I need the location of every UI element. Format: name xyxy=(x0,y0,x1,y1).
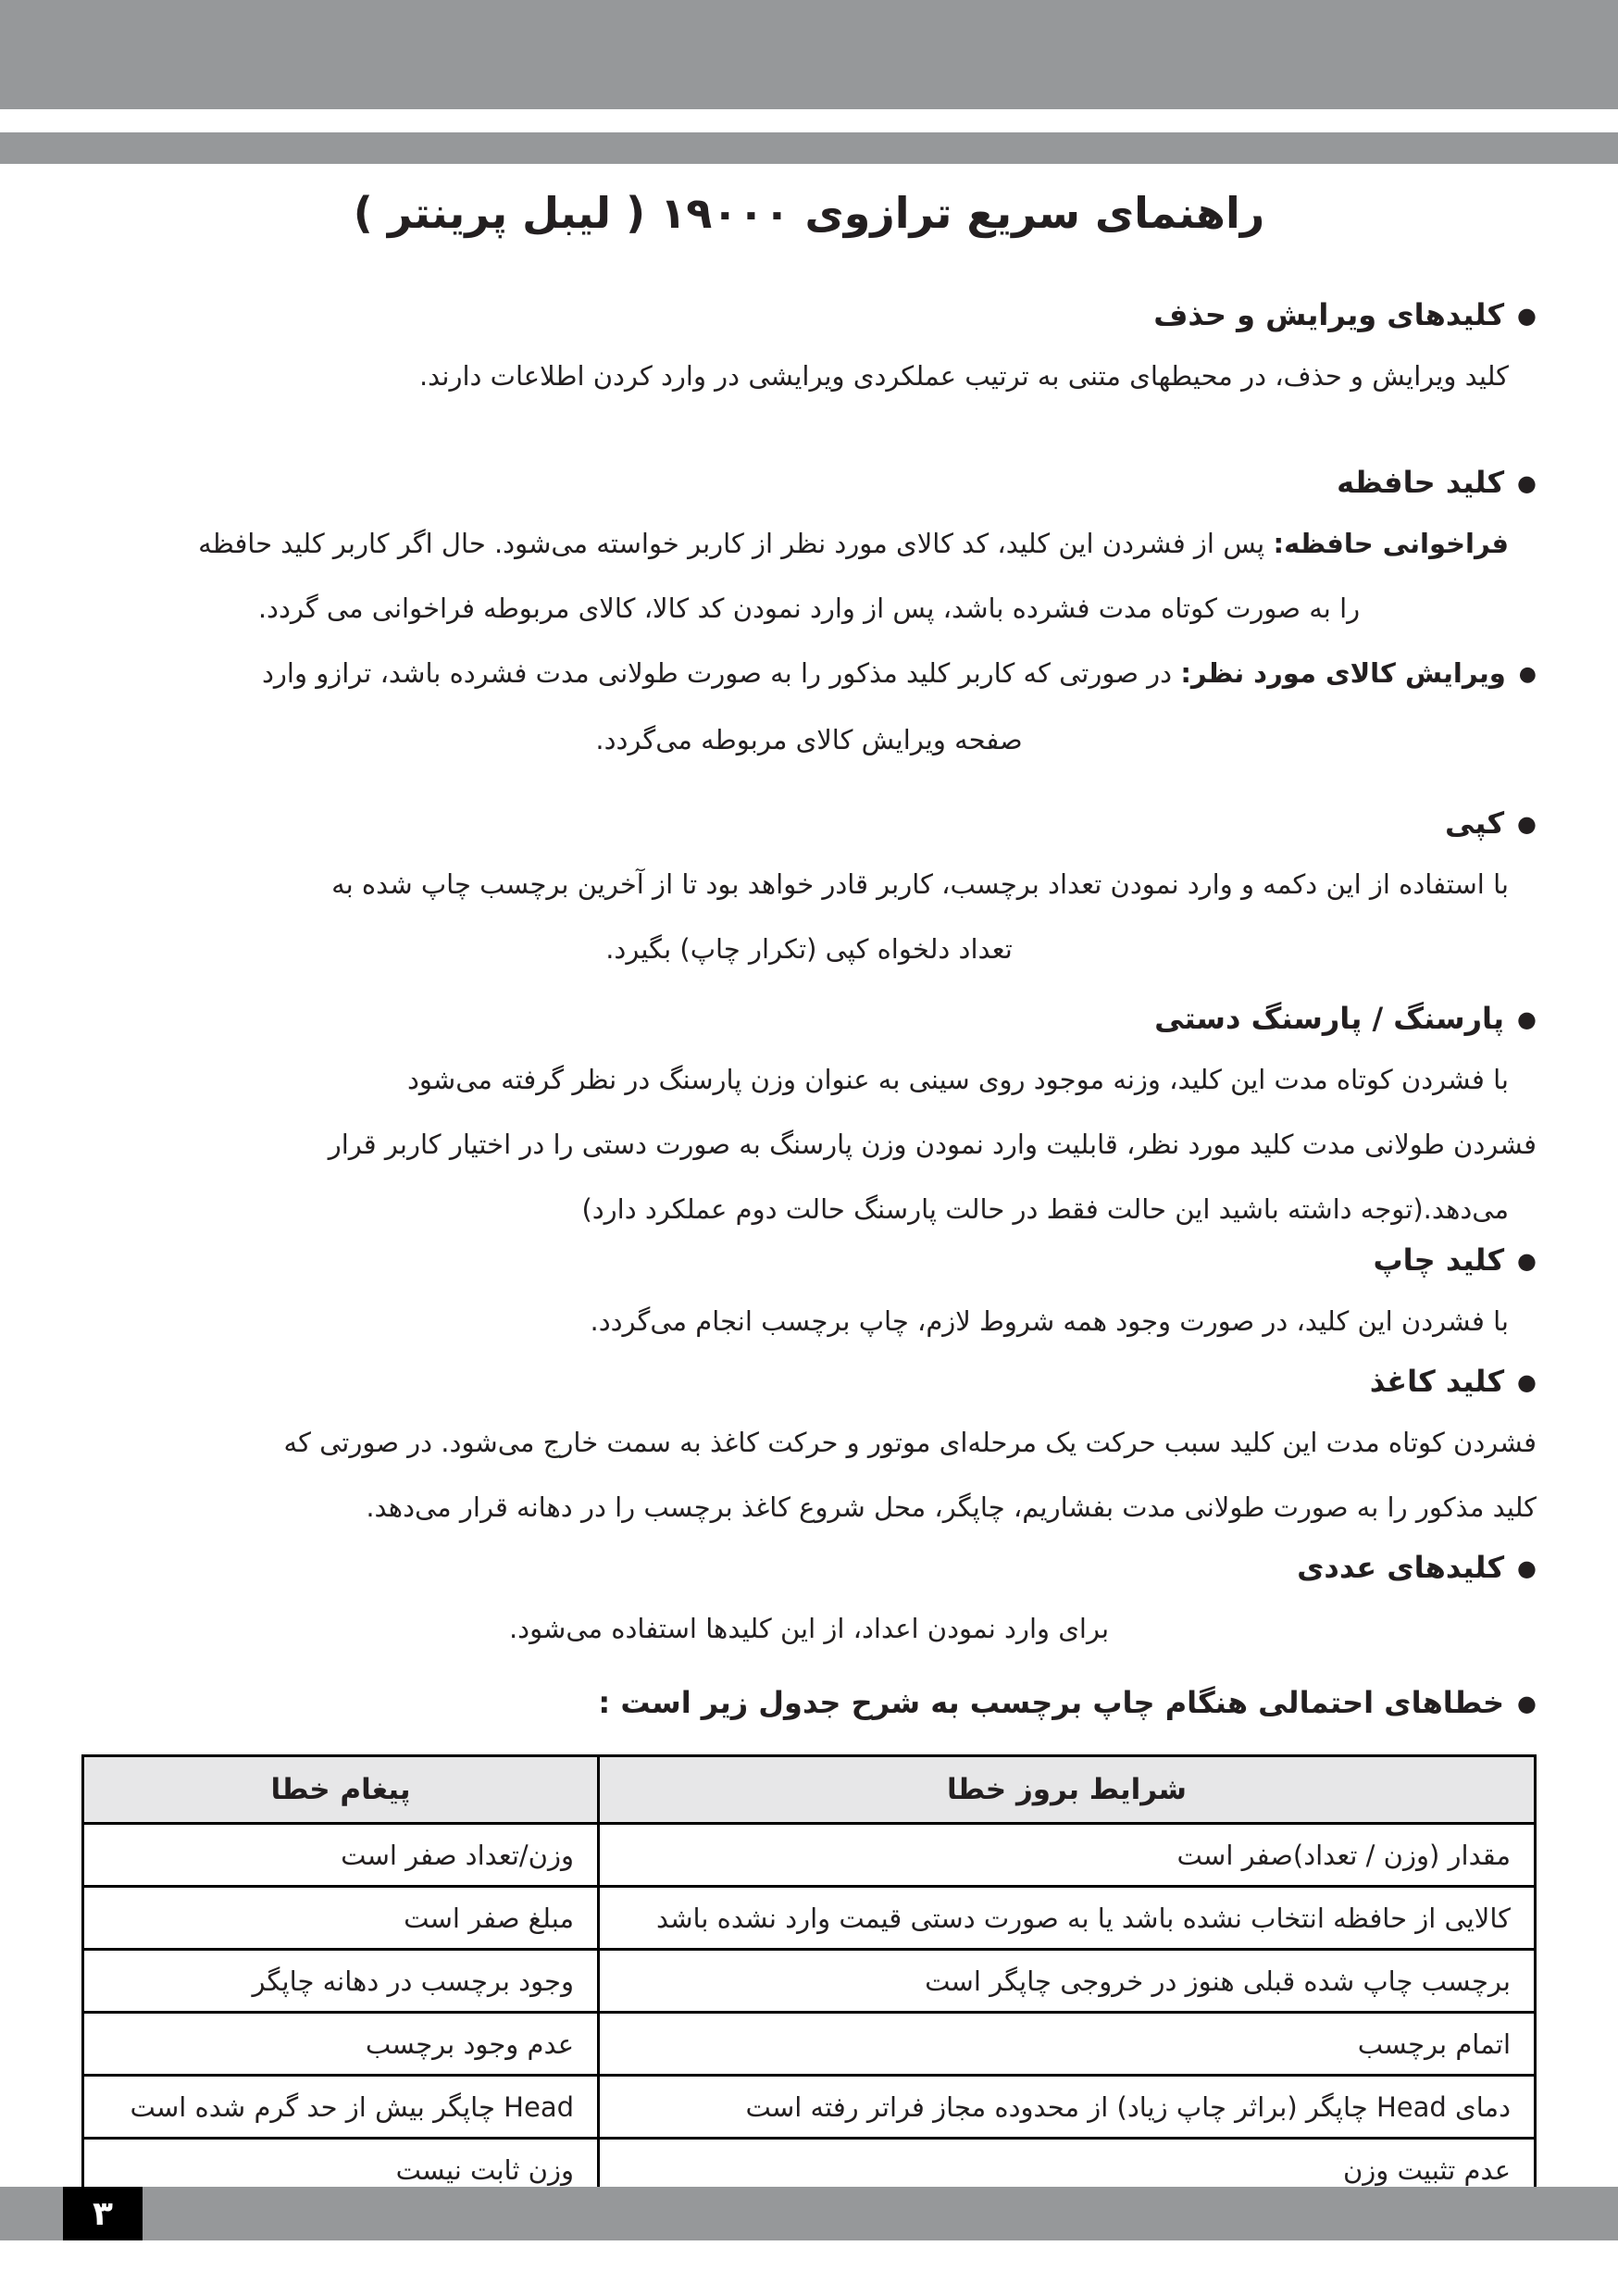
page-number: ۳ xyxy=(93,2194,113,2233)
bullet-icon: ● xyxy=(1517,470,1537,496)
section-heading-numeric xyxy=(81,1540,1537,1596)
bullet-icon: ● xyxy=(1517,1369,1537,1395)
heading-text: کلیدهای ویرایش و حذف xyxy=(1153,297,1505,332)
cell-message: Head چاپگر بیش از حد گرم شده است xyxy=(83,2076,599,2139)
paragraph-line: فشردن طولانی مدت کلید مورد نظر، قابلیت وارد نمودن وزن پارسنگ به صورت دستی را در اختیار کاربر قرار xyxy=(328,1129,1537,1160)
bullet-icon: ● xyxy=(1517,811,1537,837)
table-row xyxy=(83,2076,1536,2139)
section-heading-paper xyxy=(81,1354,1537,1410)
paragraph-line xyxy=(81,511,1509,576)
paragraph-line: را به صورت کوتاه مدت فشرده باشد، پس از وارد نمودن کد کالا، کالای مربوطه فراخوانی می گردد. xyxy=(257,593,1361,624)
cell-condition: برچسب چاپ شده قبلی هنوز در خروجی چاپگر است xyxy=(599,1950,1536,2013)
cell-condition: اتمام برچسب xyxy=(599,2013,1536,2076)
paragraph-line: با استفاده از این دکمه و وارد نمودن تعداد برچسب، کاربر قادر خواهد بود تا از آخرین برچسب چاپ شده به xyxy=(331,868,1509,900)
cell-message: وزن/تعداد صفر است xyxy=(83,1824,599,1887)
heading-text: کپی xyxy=(1445,805,1505,841)
col-header-condition: شرایط بروز خطا xyxy=(599,1756,1536,1824)
section-heading-edit-delete xyxy=(81,287,1537,343)
bullet-icon: ● xyxy=(1517,1248,1537,1274)
bullet-icon: ● xyxy=(1517,1555,1537,1581)
table-row xyxy=(83,1824,1536,1887)
paragraph-line: با فشردن این کلید، در صورت وجود همه شروط لازم، چاپ برچسب انجام می‌گردد. xyxy=(590,1305,1509,1337)
section-heading-errors xyxy=(81,1675,1537,1731)
bold-lead: ویرایش کالای مورد نظر: xyxy=(1180,657,1506,689)
cell-message: وزن ثابت نیست xyxy=(83,2139,599,2202)
heading-text: کلید حافظه xyxy=(1337,465,1505,500)
cell-message: عدم وجود برچسب xyxy=(83,2013,599,2076)
page-number-box xyxy=(63,2187,143,2240)
heading-text: پارسنگ / پارسنگ دستی xyxy=(1154,1001,1505,1036)
paragraph-line: تعداد دلخواه کپی (تکرار چاپ) بگیرد. xyxy=(605,933,1013,965)
paragraph-line: کلید مذکور را به صورت طولانی مدت بفشاریم، چاپگر، محل شروع کاغذ برچسب را در دهانه قرار می‌دهد. xyxy=(366,1491,1537,1523)
bullet-icon: ● xyxy=(1517,1691,1537,1716)
top-gray-band-thin xyxy=(0,132,1618,164)
error-table xyxy=(81,1754,1537,2202)
paragraph-line: فشردن کوتاه مدت این کلید سبب حرکت یک مرحله‌ای موتور و حرکت کاغذ به سمت خارج می‌شود. در صورتی که xyxy=(283,1427,1537,1458)
sub-bullet-line-edit-item xyxy=(81,641,1537,707)
cell-condition: کالایی از حافظه انتخاب نشده باشد یا به صورت دستی قیمت وارد نشده باشد xyxy=(599,1887,1536,1950)
heading-text: کلید کاغذ xyxy=(1369,1364,1505,1399)
paragraph-line: برای وارد نمودن اعداد، از این کلیدها استفاده می‌شود. xyxy=(508,1613,1110,1644)
top-gray-band-thick xyxy=(0,0,1618,109)
bold-lead: فراخوانی حافظه: xyxy=(1273,528,1509,559)
cell-condition: عدم تثبیت وزن xyxy=(599,2139,1536,2202)
section-heading-tare xyxy=(81,991,1537,1047)
table-row xyxy=(83,1950,1536,2013)
paragraph-line: می‌دهد.(توجه داشته باشید این حالت فقط در حالت پارسنگ حالت دوم عملکرد دارد) xyxy=(581,1193,1509,1225)
section-heading-memory xyxy=(81,455,1537,511)
heading-text: خطاهای احتمالی هنگام چاپ برچسب به شرح جدول زیر است : xyxy=(598,1685,1505,1720)
footer-gray-band xyxy=(0,2187,1618,2240)
heading-text: کلید چاپ xyxy=(1373,1242,1505,1278)
table-row xyxy=(83,2013,1536,2076)
line-text: در صورتی که کاربر کلید مذکور را به صورت طولانی مدت فشرده باشد، ترازو وارد xyxy=(262,657,1181,689)
page-content xyxy=(81,181,1537,2202)
cell-message: وجود برچسب در دهانه چاپگر xyxy=(83,1950,599,2013)
col-header-message: پیغام خطا xyxy=(83,1756,599,1824)
table-row xyxy=(83,1887,1536,1950)
heading-text: کلیدهای عددی xyxy=(1297,1550,1505,1585)
paragraph-line: کلید ویرایش و حذف، در محیطهای متنی به ترتیب عملکردی ویرایشی در وارد کردن اطلاعات دارند. xyxy=(418,360,1509,392)
paragraph-line: صفحه ویرایش کالای مربوطه می‌گردد. xyxy=(595,724,1023,755)
bullet-icon: ● xyxy=(1518,663,1537,686)
line-text: پس از فشردن این کلید، کد کالای مورد نظر از کاربر خواسته می‌شود. حال اگر کاربر کلید حافظه xyxy=(198,528,1274,559)
cell-condition: مقدار (وزن / تعداد)صفر است xyxy=(599,1824,1536,1887)
bullet-icon: ● xyxy=(1517,1006,1537,1032)
cell-condition: دمای Head چاپگر (براثر چاپ زیاد) از محدوده مجاز فراتر رفته است xyxy=(599,2076,1536,2139)
cell-message: مبلغ صفر است xyxy=(83,1887,599,1950)
section-heading-copy xyxy=(81,795,1537,852)
bullet-icon: ● xyxy=(1517,303,1537,329)
paragraph-line: با فشردن کوتاه مدت این کلید، وزنه موجود روی سینی به عنوان وزن پارسنگ در نظر گرفته می‌شود xyxy=(407,1064,1509,1095)
table-header-row xyxy=(83,1756,1536,1824)
page-title: راهنمای سریع ترازوی ۱۹۰۰۰ ( لیبل پرینتر ) xyxy=(353,188,1265,238)
